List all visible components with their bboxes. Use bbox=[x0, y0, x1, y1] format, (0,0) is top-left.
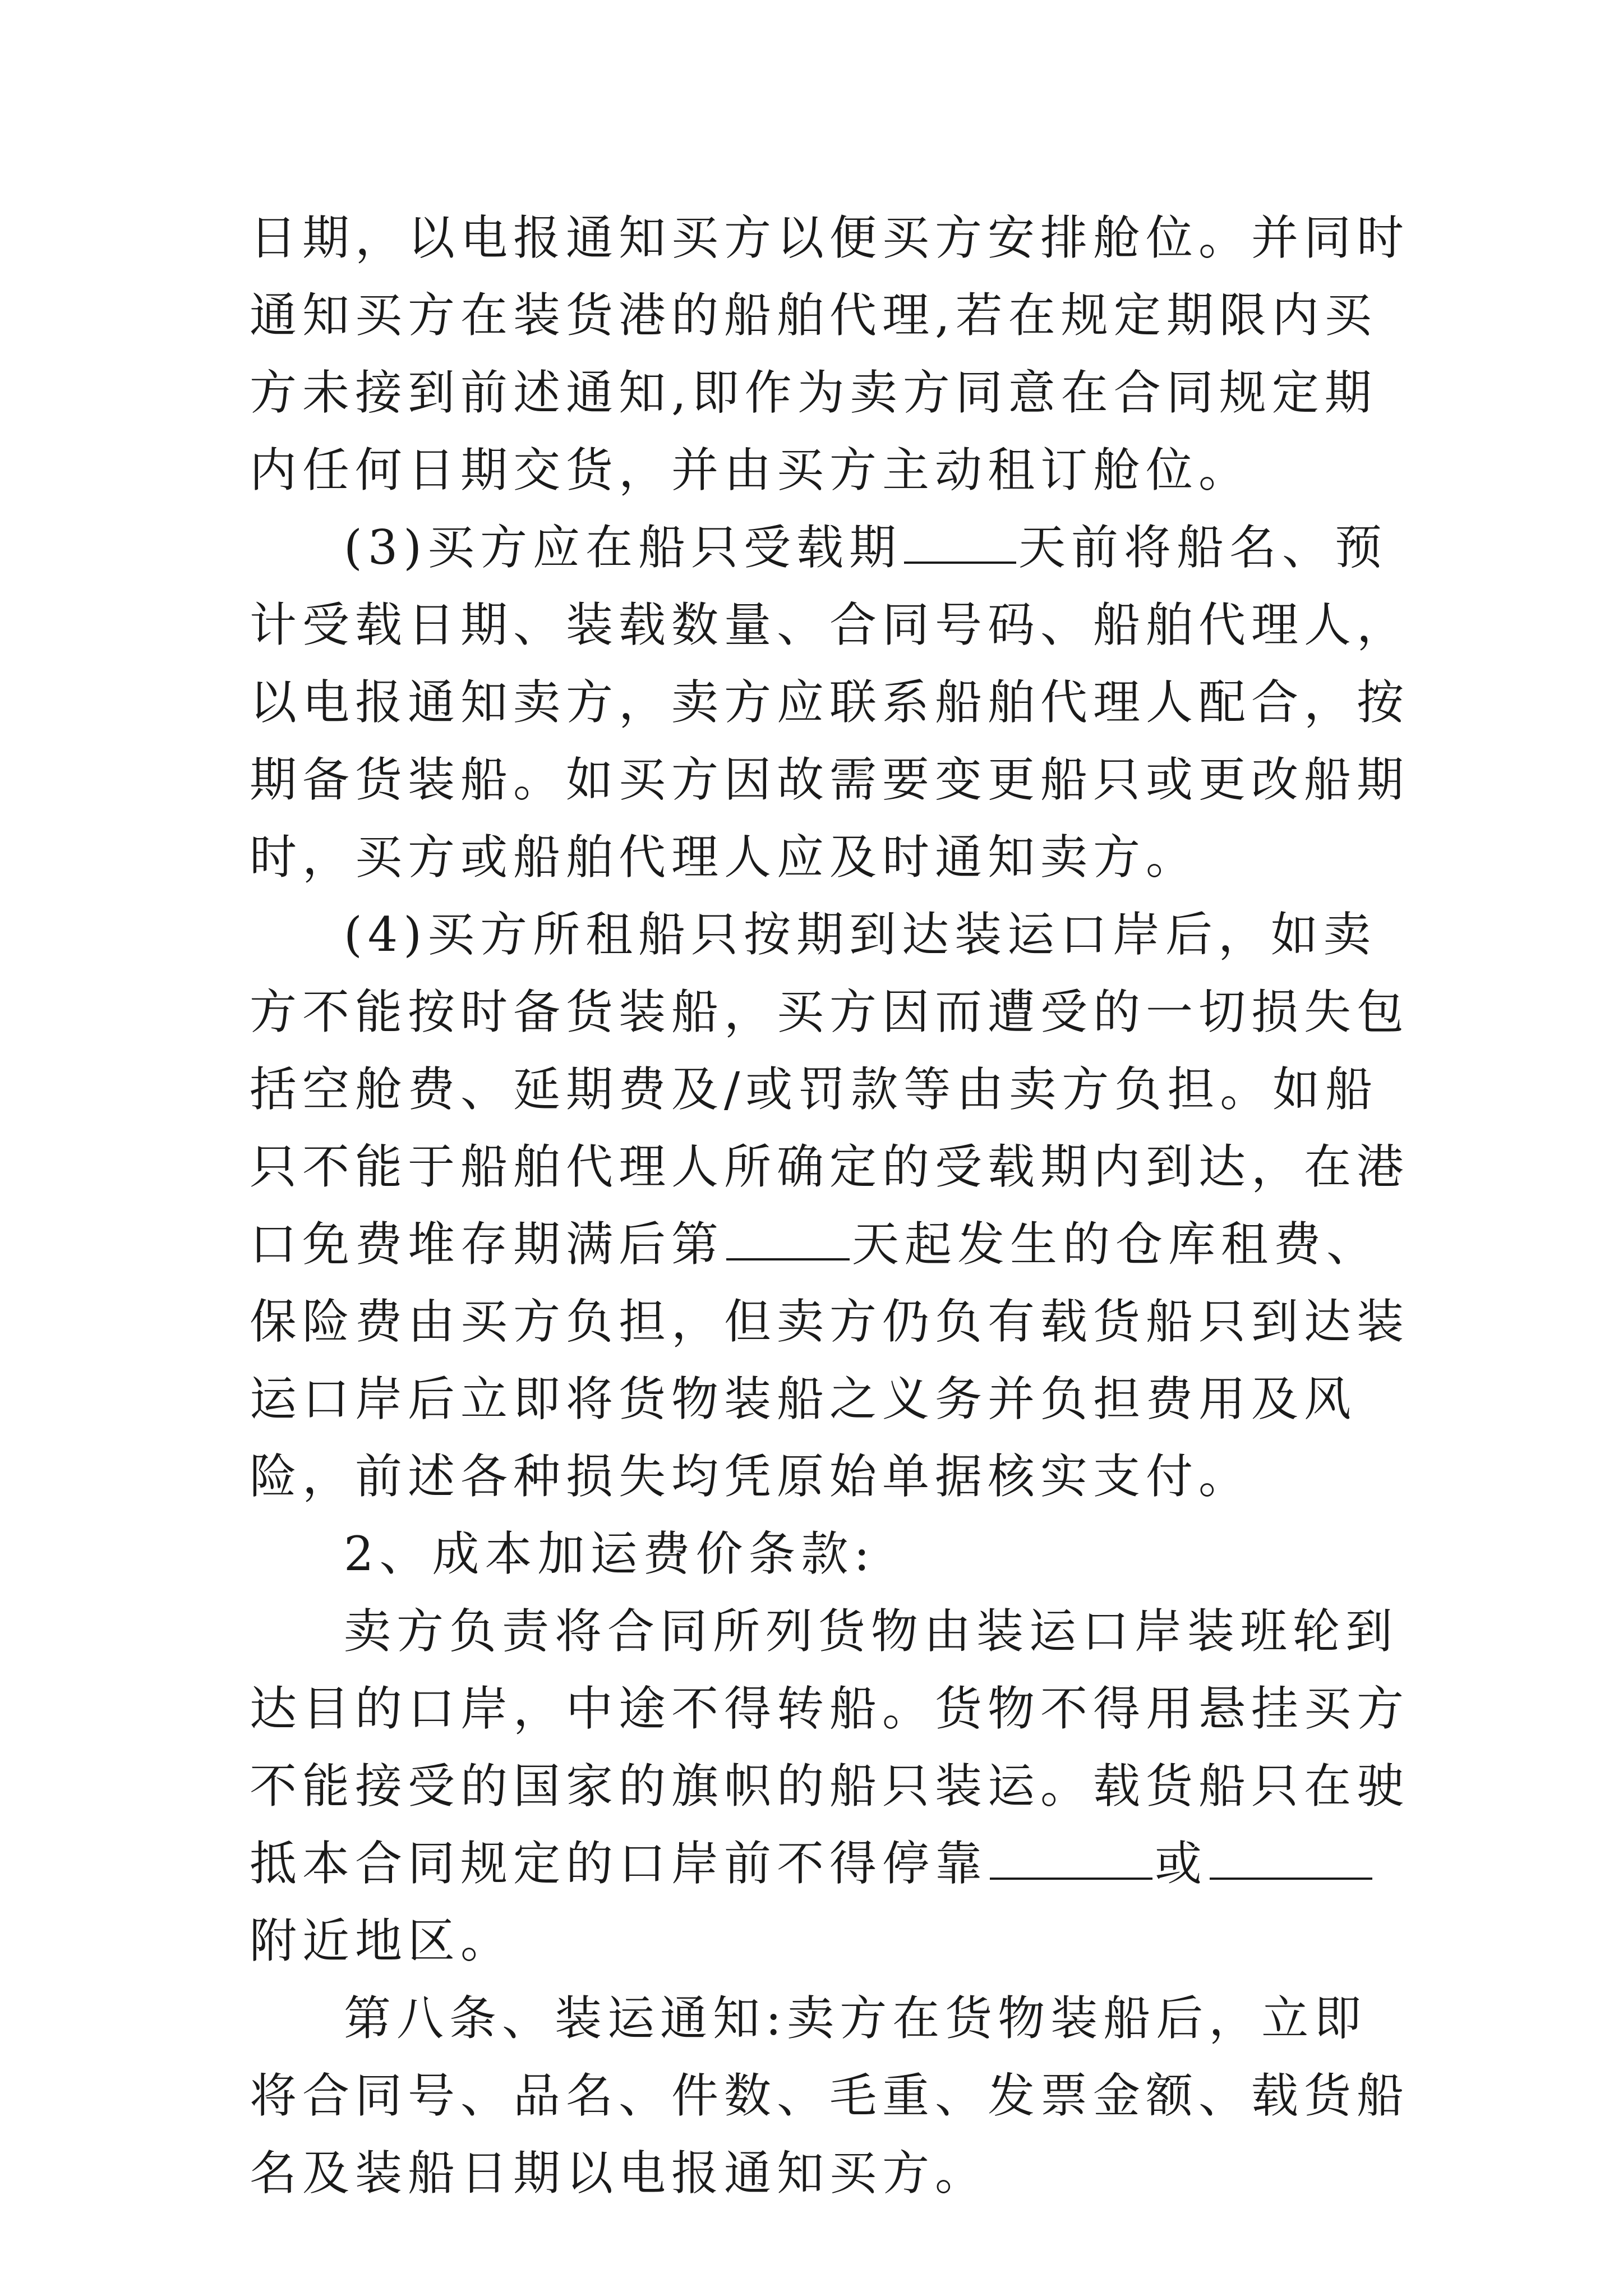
paragraph-text: 天前将船名、预计受载日期、装载数量、合同号码、船舶代理人，以电报通知卖方，卖方应联系船舶代理人配合，按期备货装船。如买方因故需要变更船只或更改船期时，买方或船舶代理人应及时通知卖方。 bbox=[250, 520, 1410, 885]
paragraph-text: 第八条、装运通知:卖方在货物装船后，立即将合同号、品名、件数、毛重、发票金额、载货船名及装船日期以电报通知买方。 bbox=[250, 1991, 1410, 2201]
fill-in-blank-port-1 bbox=[990, 1838, 1152, 1880]
paragraph-clause-3 bbox=[250, 509, 1416, 896]
paragraph-text: 2、成本加运费价条款: bbox=[344, 1526, 875, 1581]
fill-in-blank-day-number bbox=[726, 1219, 850, 1260]
paragraph-text: (4)买方所租船只按期到达装运口岸后，如卖方不能按时备货装船，买方因而遭受的一切损失包括空舱费、延期费及/或罚款等由卖方负担。如船只不能于船舶代理人所确定的受载期内到达，在港口免费堆存期满后第 bbox=[250, 907, 1410, 1272]
paragraph-cfr-heading bbox=[250, 1515, 1416, 1593]
paragraph-text: 卖方负责将合同所列货物由装运口岸装班轮到达目的口岸，中途不得转船。货物不得用悬挂买方不能接受的国家的旗帜的船只装运。载货船只在驶抵本合同规定的口岸前不得停靠 bbox=[250, 1604, 1410, 1891]
paragraph-text: 天起发生的仓库租费、保险费由买方负担，但卖方仍负有载货船只到达装运口岸后立即将货物装船之义务并负担费用及风险，前述各种损失均凭原始单据核实支付。 bbox=[250, 1217, 1410, 1504]
paragraph-text: (3)买方应在船只受载期 bbox=[344, 520, 902, 575]
paragraph-cfr-terms bbox=[250, 1593, 1416, 1980]
paragraph-clause-4 bbox=[250, 896, 1416, 1515]
paragraph-text: 附近地区。 bbox=[250, 1913, 514, 1968]
document-body bbox=[250, 199, 1416, 2212]
paragraph-text: 日期，以电报通知买方以便买方安排舱位。并同时通知买方在装货港的船舶代理,若在规定期限内买方未接到前述通知,即作为卖方同意在合同规定期内任何日期交货，并由买方主动租订舱位。 bbox=[250, 210, 1410, 498]
fill-in-blank-days bbox=[904, 522, 1016, 564]
paragraph-article-8 bbox=[250, 1980, 1416, 2212]
fill-in-blank-port-2 bbox=[1210, 1838, 1372, 1880]
paragraph-text: 或 bbox=[1155, 1836, 1208, 1891]
paragraph-shipping-notice-continued bbox=[250, 199, 1416, 509]
